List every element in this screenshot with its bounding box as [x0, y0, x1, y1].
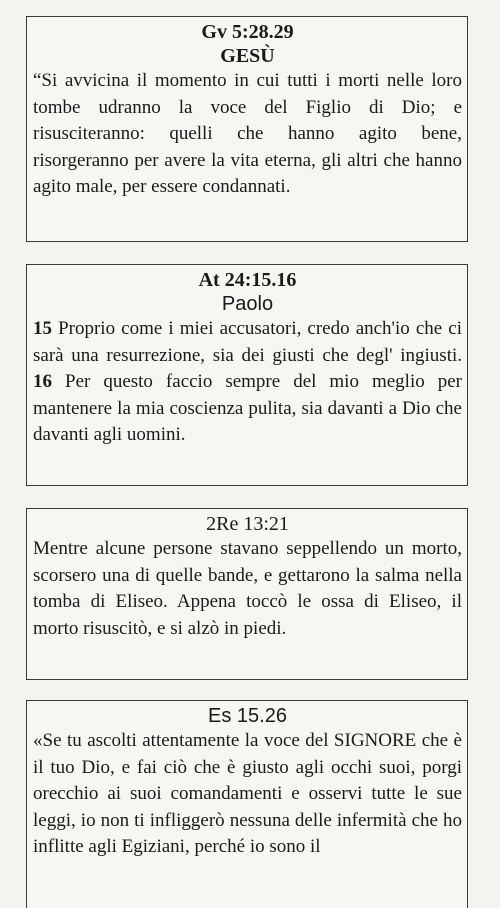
passage-reference: Gv 5:28.29 — [201, 21, 294, 43]
passage-text: «Se tu ascolti attentamente la voce del SIGNORE che è il tuo Dio, e fai ciò che è giusto agli occhi suoi, porgi orecchio ai suoi comandamenti e osservi tutte le sue leggi, io non ti infliggerò nessuna delle infermità che ho inflitte agli Egiziani, perché io sono il — [33, 730, 462, 857]
passage-reference: 2Re 13:21 — [206, 513, 289, 535]
verse-number: 15 — [33, 318, 52, 339]
passage-card-es — [26, 700, 468, 908]
passage-card-gv — [26, 16, 468, 242]
verse-number: 16 — [33, 371, 52, 392]
passage-reference: At 24:15.16 — [198, 269, 297, 291]
verse-text: Proprio come i miei accusatori, credo anch'io che ci sarà una resurrezione, sia dei giusti che degl' ingiusti. — [33, 318, 462, 366]
passage-text: “Si avvicina il momento in cui tutti i morti nelle loro tombe udranno la voce del Figlio di Dio; e risusciteranno: quelli che hanno agito bene, risorgeranno per avere la vita eterna, gli altri che hanno agito male, per essere condannati. — [33, 70, 462, 197]
passage-speaker: Paolo — [221, 293, 274, 315]
verse-text: Per questo faccio sempre del mio meglio per mantenere la mia coscienza pulita, sia davanti a Dio che davanti agli uomini. — [33, 371, 462, 445]
passage-text — [33, 316, 462, 449]
passage-card-at — [26, 264, 468, 486]
passage-card-2re — [26, 508, 468, 680]
passage-reference: Es 15.26 — [208, 705, 287, 727]
passage-text: Mentre alcune persone stavano seppellendo un morto, scorsero una di quelle bande, e gettarono la salma nella tomba di Eliseo. Appena toccò le ossa di Eliseo, il morto risuscitò, e si alzò in piedi. — [33, 538, 462, 639]
passage-speaker: GESÙ — [220, 45, 275, 67]
